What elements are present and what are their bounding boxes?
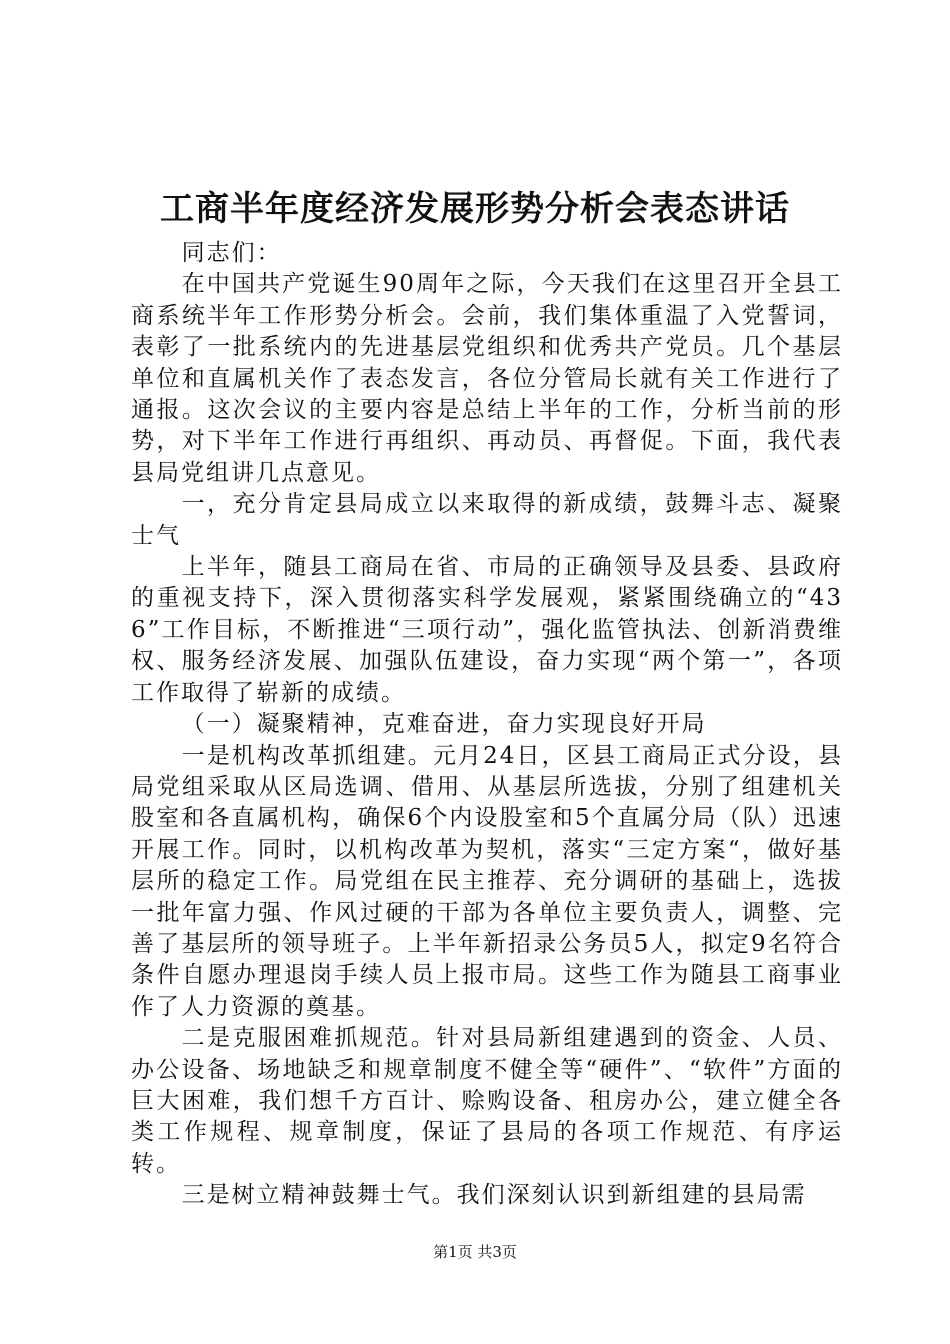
paragraph-point-1: 一是机构改革抓组建。元月24日，区县工商局正式分设，县局党组采取从区局选调、借用、从基层所选拔，分别了组建机关股室和各直属机构，确保6个内设股室和5个直属分局（队）迅速开展工作。同时，以机构改革为契机，落实“三定方案“，做好基层所的稳定工作。局党组在民主推荐、充分调研的基础上，选拔一批年富力强、作风过硬的干部为各单位主要负责人，调整、完善了基层所的领导班子。上半年新招录公务员5人，拟定9名符合条件自愿办理退岗手续人员上报市局。这些工作为随县工商事业作了人力资源的奠基。: [131, 742, 843, 1020]
subsection-heading-1: （一）凝聚精神，克难奋进，奋力实现良好开局: [181, 711, 707, 738]
document-title: 工商半年度经济发展形势分析会表态讲话: [160, 189, 790, 229]
page-number-footer: 第1页 共3页: [433, 1243, 517, 1261]
paragraph-intro: 在中国共产党诞生90周年之际，今天我们在这里召开全县工商系统半年工作形势分析会。会前，我们集体重温了入党誓词，表彰了一批系统内的先进基层党组织和优秀共产党员。几个基层单位和直属机关作了表态发言，各位分管局长就有关工作进行了通报。这次会议的主要内容是总结上半年的工作，分析当前的形势，对下半年工作进行再组织、再动员、再督促。下面，我代表县局党组讲几点意见。: [131, 271, 843, 486]
salutation: 同志们：: [181, 240, 282, 266]
section-heading-1: 一，充分肯定县局成立以来取得的新成绩，鼓舞斗志、凝聚士气: [131, 491, 843, 549]
paragraph-point-3: 三是树立精神鼓舞士气。我们深刻认识到新组建的县局需: [181, 1182, 807, 1209]
paragraph-point-2: 二是克服困难抓规范。针对县局新组建遇到的资金、人员、办公设备、场地缺乏和规章制度不健全等“硬件”、“软件”方面的巨大困难，我们想千方百计、赊购设备、租房办公，建立健全各类工作规程、规章制度，保证了县局的各项工作规范、有序运转。: [131, 1025, 843, 1177]
document-body: [131, 238, 843, 1212]
paragraph-achievements: 上半年，随县工商局在省、市局的正确领导及县委、县政府的重视支持下，深入贯彻落实科学发展观，紧紧围绕确立的“436”工作目标，不断推进“三项行动”，强化监管执法、创新消费维权、服务经济发展、加强队伍建设，奋力实现“两个第一”，各项工作取得了崭新的成绩。: [131, 554, 843, 706]
